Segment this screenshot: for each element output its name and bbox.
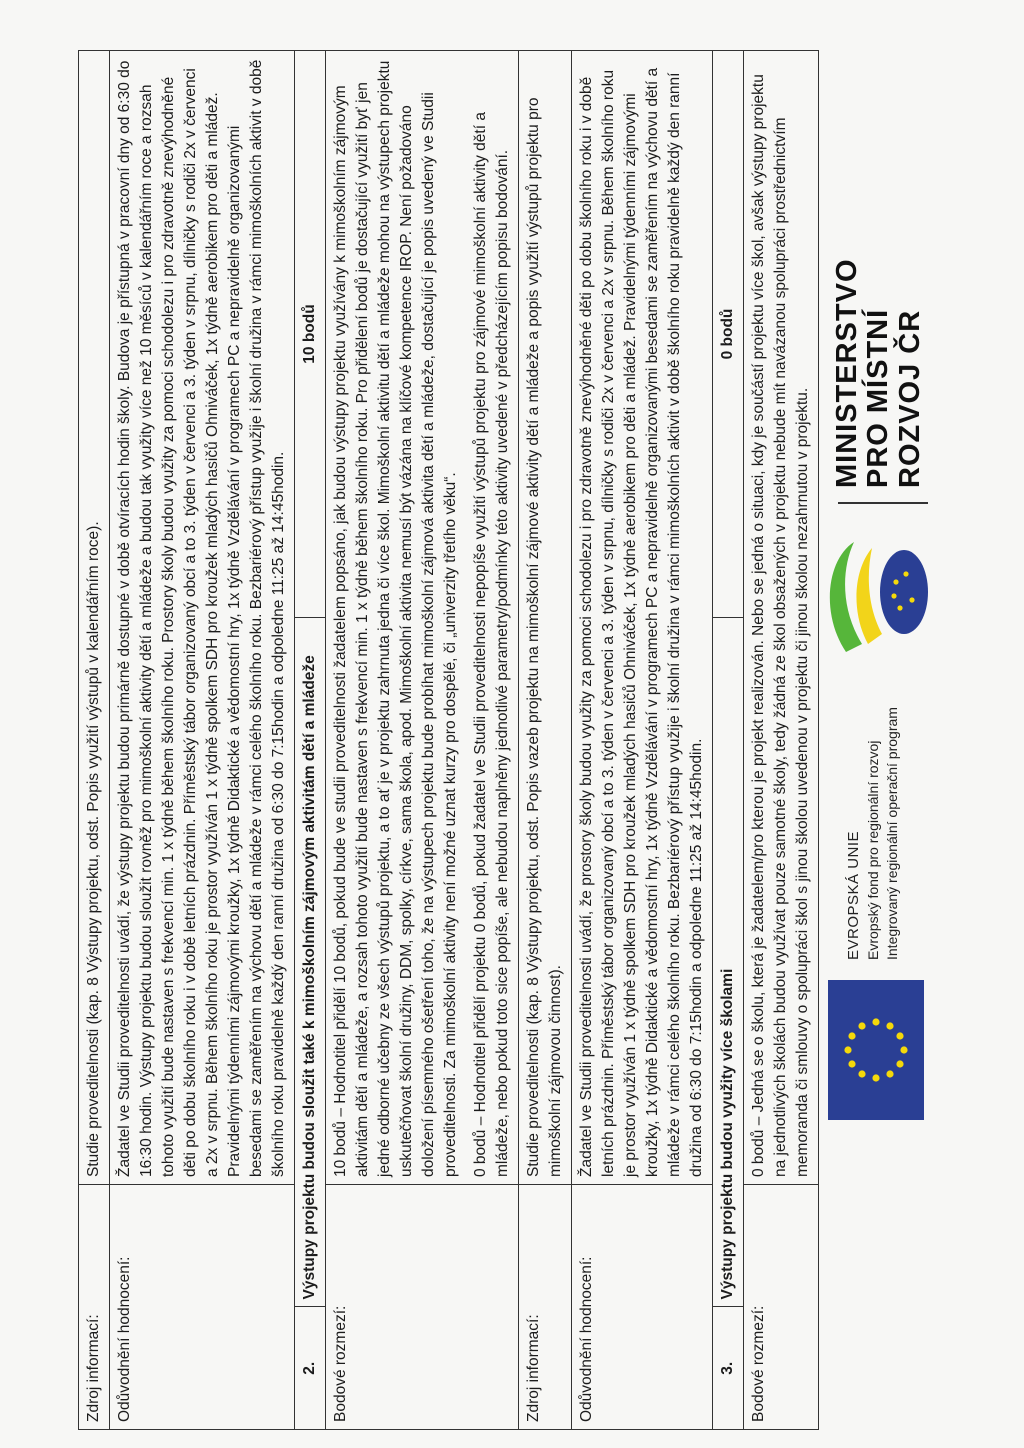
mmr-line: PRO MÍSTNÍ xyxy=(862,308,895,488)
row-label: Zdroj informací: xyxy=(79,1185,110,1430)
irop-logo-icon xyxy=(816,530,936,670)
row-value: Studie proveditelnosti (kap. 8 Výstupy projektu, odst. Popis využití výstupů v kalendářním roce). xyxy=(79,51,110,1185)
evaluation-table xyxy=(78,50,819,1430)
table-row xyxy=(79,51,110,1430)
section-points: 10 bodů xyxy=(295,51,326,618)
eu-title: EVROPSKÁ UNIE xyxy=(845,830,862,960)
logo-footer xyxy=(808,220,968,1120)
table-row xyxy=(110,51,295,1430)
row-label: Bodové rozmezí: xyxy=(326,1185,519,1430)
eu-flag-icon xyxy=(828,980,924,1120)
section-points: 0 bodů xyxy=(713,51,744,618)
eu-text-block xyxy=(844,707,902,960)
row-value: 0 bodů – Jedná se o školu, která je žadatelem/pro kterou je projekt realizován. Nebo se jedná o situaci, kdy je součástí projektu více škol, avšak výstupy projektu na jednotlivých školách budou využívat pouze samotné školy, tedy žádná ze škol obsažených v projektu nebude mít navázanou spolupráci prostřednictvím memoranda či smlouvy o spolupráci škol s jinou školou uvedenou v projektu či jinou školou nezahrnutou v projektu. xyxy=(744,51,819,1185)
table-row xyxy=(326,51,519,1430)
section-number: 2. xyxy=(295,1307,326,1430)
row-value: Studie proveditelnosti (kap. 8 Výstupy projektu, odst. Popis vazeb projektu na mimoškolní zájmové aktivity dětí a mládeže a popis využití výstupů projektu pro mimoškolní zájmovou činnost). xyxy=(519,51,572,1185)
section-title: Výstupy projektu budou využity více školami xyxy=(713,618,744,1308)
eu-fund: Evropský fond pro regionální rozvoj xyxy=(865,740,882,960)
score-paragraph: 10 bodů – Hodnotitel přidělí 10 bodů, pokud bude ve studii proveditelnosti žadatelem popsáno, jak budou výstupy projektu využívány k mimoškolním zájmovým aktivitám dětí a mládeže, a rozsah tohoto využití bude nastaven s frekvencí min. 1 x týdně během školního roku. Pro přidělení bodů je dostačující využití byť jen jedné odborné učebny ze všech výstupů projektu, a to ať je v projektu zahrnuta jedna či více škol. Mimoškolní aktivitu dětí a mládeže mohou na výstupech projektu uskutečňovat školní družiny, DDM, spolky, církve, sama škola, apod. Mimoškolní aktivita nemusí být vázána na klíčové kompetence IROP. Není požadováno doložení písemného ošetření toho, že na výstupech projektu bude probíhat mimoškolní zájmová aktivita dětí a mládeže, dostačující je popis uvedený ve Studii proveditelnosti. Za mimoškolní aktivity není možné uznat kurzy pro dospělé, či „univerzity třetího věku“. xyxy=(332,60,459,1177)
row-label: Zdroj informací: xyxy=(519,1185,572,1430)
row-label: Odůvodnění hodnocení: xyxy=(572,1185,713,1430)
logo-divider xyxy=(838,502,928,504)
row-value xyxy=(326,51,519,1185)
table-row xyxy=(519,51,572,1430)
section-number: 3. xyxy=(713,1307,744,1430)
row-label: Bodové rozmezí: xyxy=(744,1185,819,1430)
mmr-line: ROZVOJ ČR xyxy=(893,309,926,488)
table-row xyxy=(572,51,713,1430)
mmr-logo-text xyxy=(832,258,926,488)
rotated-page xyxy=(28,50,1018,1430)
section-header xyxy=(713,51,744,1430)
section-title: Výstupy projektu budou sloužit také k mimoškolním zájmovým aktivitám dětí a mládeže xyxy=(295,618,326,1308)
eu-program: Integrovaný regionální operační program xyxy=(884,707,901,960)
row-label: Odůvodnění hodnocení: xyxy=(110,1185,295,1430)
row-value: Žadatel ve Studii proveditelnosti uvádí, že prostory školy budou využity za pomoci schodolezu i pro zdravotně znevýhodněné děti po dobu školního roku i v době letních prázdnin. Příměstský tábor organizovaný obcí a to 3. týden v červenci a 3. týden v srpnu, dílničky s rodiči 2x v červenci a 2x v srpnu. Během školního roku je prostor využíván 1 x týdně spolkem SDH pro kroužek mladých hasičů Ohniváček, 1x týdně aerobikem pro děti a mládež. Pravidelnými týdenními zájmovými kroužky, 1x týdně Didaktické a vědomostní hry, 1x týdně Vzdělávání v programech PC a nepravidelně organizovanými besedami se zaměřením na výchovu dětí a mládeže v rámci celého školního roku. Bezbariérový přístup využije i školní družina v rámci mimoškolních aktivit v době školního roku pravidelně každý den ranní družina od 6:30 do 7:15hodin a odpoledne 11:25 až 14:45hodin. xyxy=(572,51,713,1185)
mmr-line: MINISTERSTVO xyxy=(831,258,863,488)
score-paragraph: 0 bodů – Hodnotitel přidělí projektu 0 bodů, pokud žadatel ve Studii proveditelnosti nepopíše využití výstupů projektu pro zájmové mimoškolní aktivity dětí a mládeže, nebo pokud toto sice popíše, ale nebudou naplněny jednotlivé parametry/podmínky této aktivity uvedené v předcházejícím popisu bodování. xyxy=(472,112,511,1177)
row-value: Žadatel ve Studii proveditelnosti uvádí, že výstupy projektu budou primárně dostupné v době otvíracích hodin školy. Budova je přístupná v pracovní dny od 6:30 do 16:30 hodin. Výstupy projektu budou sloužit rovněž pro mimoškolní aktivity dětí a mládeže a budou tak využity více než 10 měsíců v kalendářním roce a rozsah tohoto využití bude nastaven s frekvencí min. 1 x týdně během školního roku. Prostory školy budou využity za pomoci schodolezu i pro zdravotně znevýhodněné děti po dobu školního roku i v době letních prázdnin. Příměstský tábor organizovaný obcí a to 3. týden v červenci a 3. týden v srpnu, dílničky s rodiči 2x v červenci a 2x v srpnu. Během školního roku je prostor využíván 1 x týdně spolkem SDH pro kroužek mladých hasičů Ohniváček, 1x týdně aerobikem pro děti a mládež. Pravidelnými týdenními zájmovými kroužky, 1x týdně Didaktické a vědomostní hry, 1x týdně Vzdělávání v programech PC a nepravidelně organizovanými besedami se zaměřením na výchovu dětí a mládeže v rámci celého školního roku. Bezbariérový přístup využije i školní družina v rámci mimoškolních aktivit v době školního roku pravidelně každý den ranní družina od 6:30 do 7:15hodin a odpoledne 11:25 až 14:45hodin. xyxy=(110,51,295,1185)
section-header xyxy=(295,51,326,1430)
